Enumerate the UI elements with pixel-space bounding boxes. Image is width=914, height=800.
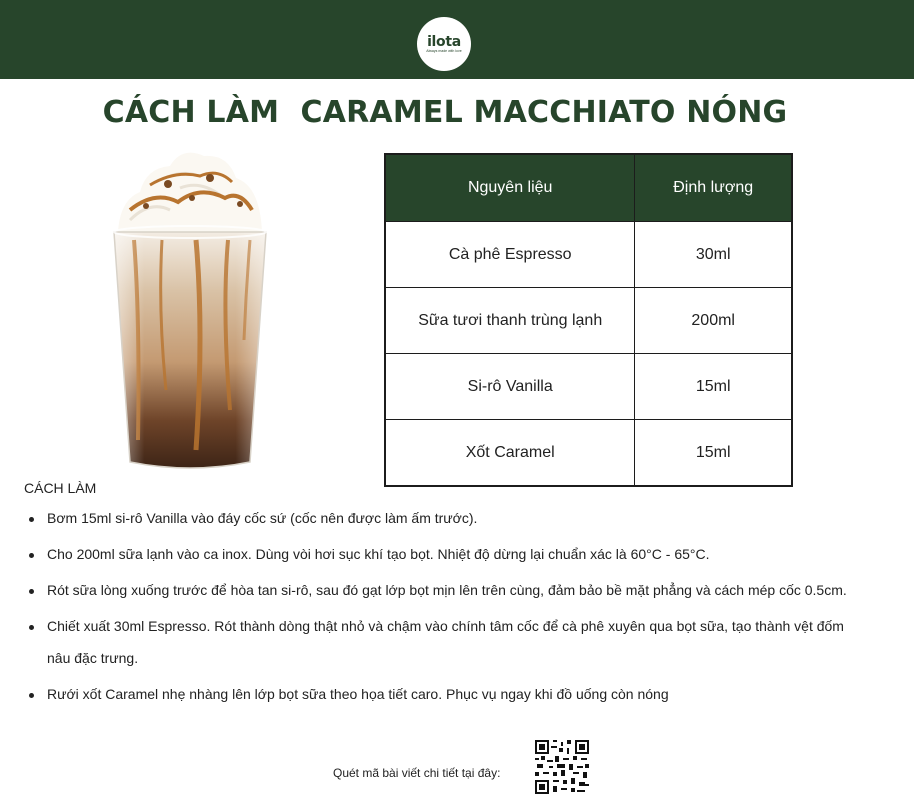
logo-name: ilota: [427, 33, 461, 50]
brand-logo[interactable]: [417, 17, 471, 71]
list-item: Bơm 15ml si-rô Vanilla vào đáy cốc sứ (cốc nên được làm ấm trước).: [47, 498, 867, 534]
table-row: [385, 222, 792, 288]
logo-tagline: Always made with love: [426, 48, 462, 53]
amount-cell: 30ml: [635, 222, 792, 288]
table-row: [385, 288, 792, 354]
list-item: Rưới xốt Caramel nhẹ nhàng lên lớp bọt sữa theo họa tiết caro. Phục vụ ngay khi đồ uống còn nóng: [47, 674, 867, 710]
method-steps: [47, 498, 867, 710]
list-item: Rót sữa lòng xuống trước để hòa tan si-rô, sau đó gạt lớp bọt mịn lên trên cùng, đảm bảo bề mặt phẳng và cách mép cốc 0.5cm.: [47, 570, 867, 606]
qr-code-icon[interactable]: [535, 740, 589, 794]
ingredient-cell: Xốt Caramel: [385, 420, 635, 487]
ingredient-table: [384, 153, 793, 487]
header-amount: Định lượng: [635, 154, 792, 222]
ingredient-cell: Si-rô Vanilla: [385, 354, 635, 420]
amount-cell: 15ml: [635, 420, 792, 487]
header-bar: [0, 0, 914, 79]
amount-cell: 200ml: [635, 288, 792, 354]
ingredient-cell: Cà phê Espresso: [385, 222, 635, 288]
list-item: Cho 200ml sữa lạnh vào ca inox. Dùng vòi hơi sục khí tạo bọt. Nhiệt độ dừng lại chuẩn xác là 60°C - 65°C.: [47, 534, 867, 570]
table-row: [385, 420, 792, 487]
qr-label: Quét mã bài viết chi tiết tại đây:: [333, 766, 501, 780]
table-header-row: [385, 154, 792, 222]
ingredient-cell: Sữa tươi thanh trùng lạnh: [385, 288, 635, 354]
page-title: CÁCH LÀM CARAMEL MACCHIATO NÓNG: [102, 95, 788, 130]
table-row: [385, 354, 792, 420]
drink-illustration: [100, 140, 280, 480]
list-item: Chiết xuất 30ml Espresso. Rót thành dòng thật nhỏ và chậm vào chính tâm cốc để cà phê xuyên qua bọt sữa, tạo thành vệt đốm nâu đặc trưng.: [47, 606, 867, 674]
method-title: CÁCH LÀM: [24, 480, 97, 496]
header-ingredient: Nguyên liệu: [385, 154, 635, 222]
amount-cell: 15ml: [635, 354, 792, 420]
